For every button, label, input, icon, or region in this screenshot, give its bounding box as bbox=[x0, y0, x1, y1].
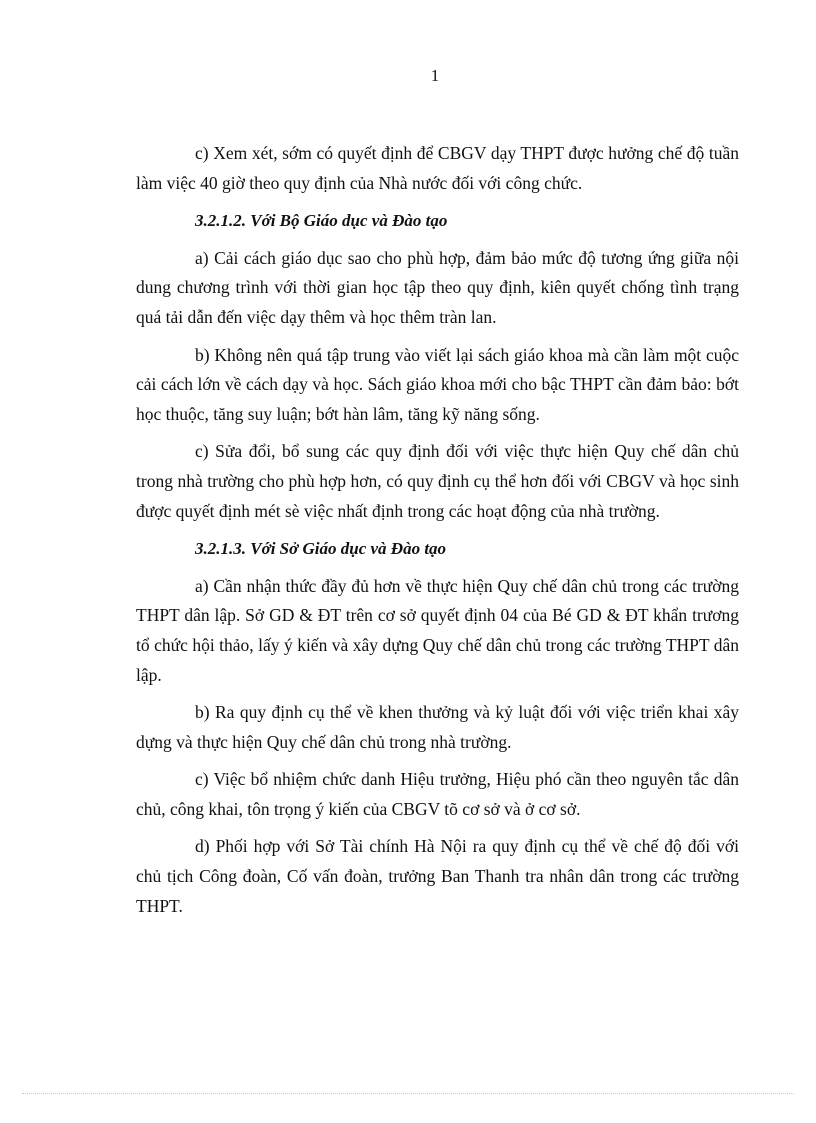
paragraph-c-proposal-working-week: c) Xem xét, sớm có quyết định để CBGV dạy THPT được hưởng chế độ tuần làm việc 40 giờ theo quy định của Nhà nước đối với công chức. bbox=[136, 143, 739, 193]
paragraph-a-education-reform: a) Cải cách giáo dục sao cho phù hợp, đảm bảo mức độ tương ứng giữa nội dung chương trình với thời gian học tập theo quy định, kiên quyết chống tình trạng quá tải dẫn đến việc dạy thêm và học thêm tràn lan. bbox=[136, 247, 739, 327]
section-heading-department: 3.2.1.3. Với Sở Giáo dục và Đào tạo bbox=[195, 539, 447, 559]
paragraph-c-democracy-regulation: c) Sửa đổi, bổ sung các quy định đối với việc thực hiện Quy chế dân chủ trong nhà trường cho phù hợp hơn, có quy định cụ thể hơn đối với CBGV và học sinh được quyết định mét sè việc nhất định trong các hoạt động của nhà trường. bbox=[136, 441, 739, 521]
footer-divider bbox=[22, 1093, 794, 1094]
section-heading-ministry: 3.2.1.2. Với Bộ Giáo dục và Đào tạo bbox=[195, 211, 448, 231]
paragraph-d-finance-coordination: d) Phối hợp với Sở Tài chính Hà Nội ra quy định cụ thể về chế độ đối với chủ tịch Công đoàn, Cố vấn đoàn, trưởng Ban Thanh tra nhân dân trong các trường THPT. bbox=[136, 836, 739, 916]
paragraph-b-rewards-discipline: b) Ra quy định cụ thể về khen thưởng và kỷ luật đối với việc triển khai xây dựng và thực hiện Quy chế dân chủ trong nhà trường. bbox=[136, 702, 739, 752]
paragraph-a-private-schools: a) Cần nhận thức đầy đủ hơn về thực hiện Quy chế dân chủ trong các trường THPT dân lập. Sở GD & ĐT trên cơ sở quyết định 04 của Bé GD & ĐT khẩn trương tổ chức hội thảo, lấy ý kiến và xây dựng Quy chế dân chủ trong các trường THPT dân lập. bbox=[136, 575, 739, 685]
document-body bbox=[136, 139, 739, 929]
page-number: 1 bbox=[430, 66, 440, 85]
paragraph-c-appointments: c) Việc bổ nhiệm chức danh Hiệu trưởng, Hiệu phó cần theo nguyên tắc dân chủ, công khai, tôn trọng ý kiến của CBGV tõ cơ sở và ở cơ sở. bbox=[136, 769, 739, 819]
paragraph-b-textbooks: b) Không nên quá tập trung vào viết lại sách giáo khoa mà cần làm một cuộc cải cách lớn về cách dạy và học. Sách giáo khoa mới cho bậc THPT cần đảm bảo: bớt học thuộc, tăng suy luận; bớt hàn lâm, tăng kỹ năng sống. bbox=[136, 344, 739, 424]
